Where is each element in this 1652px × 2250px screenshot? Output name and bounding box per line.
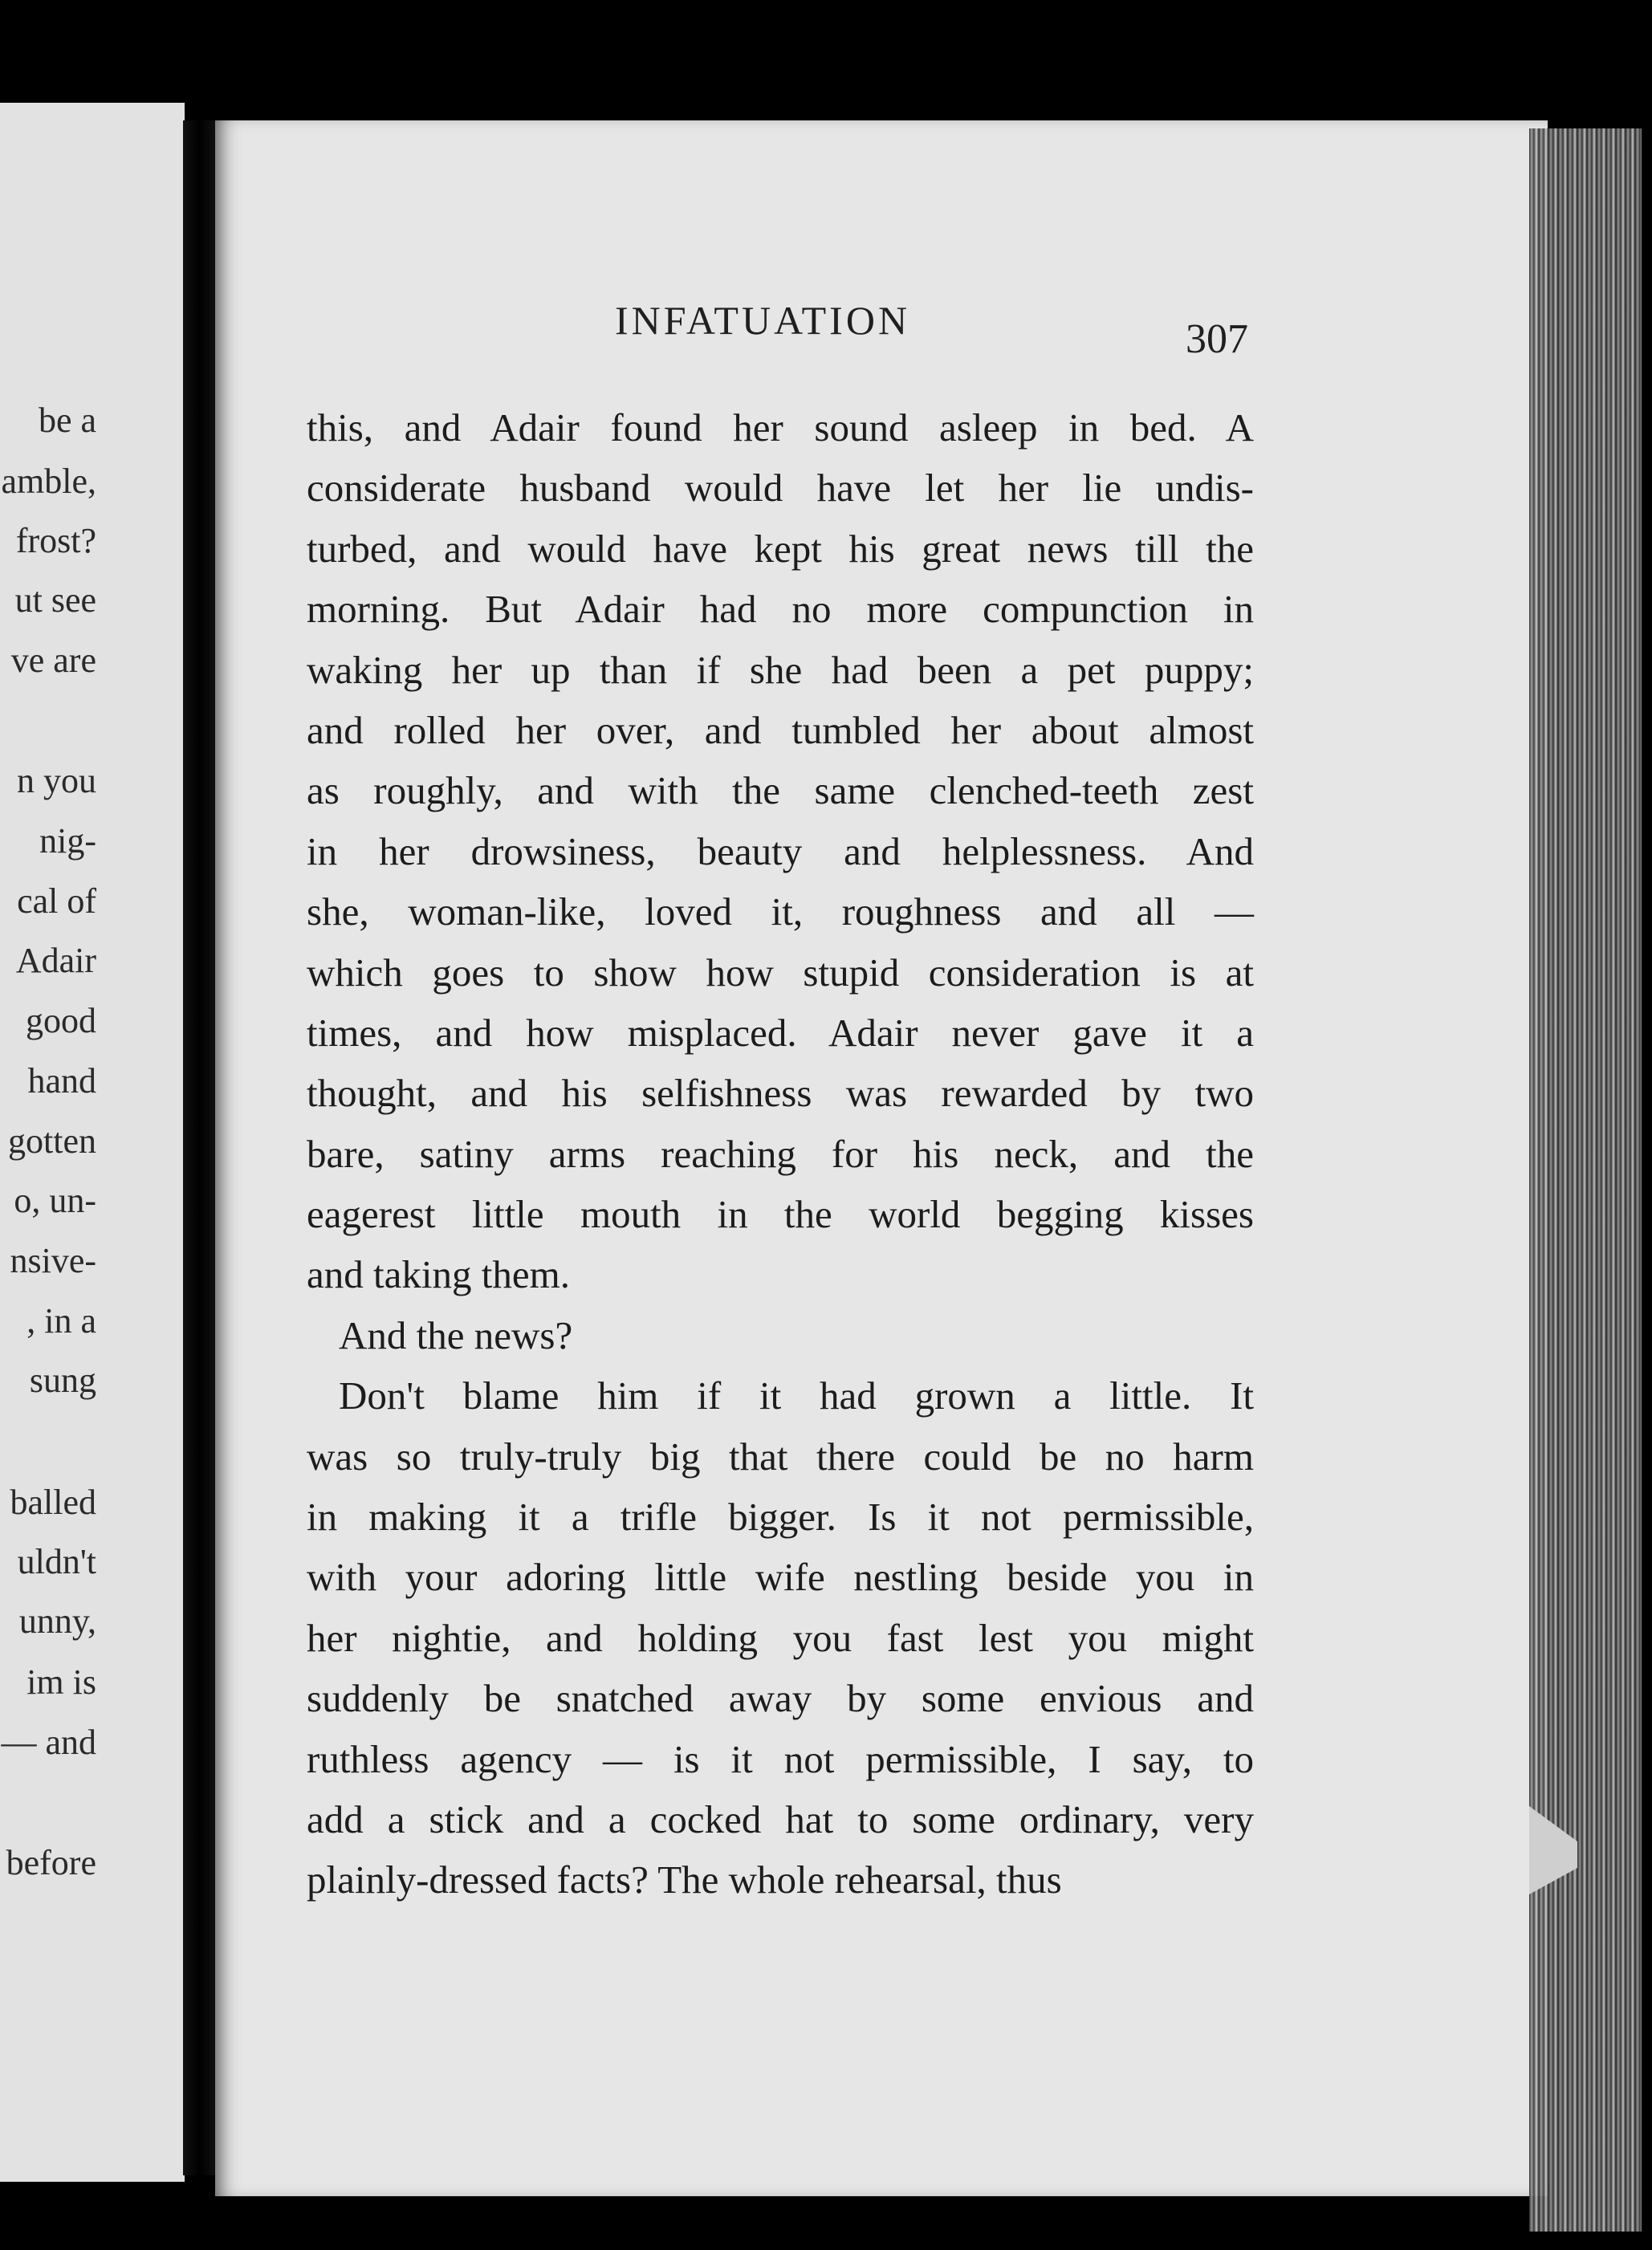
text-line: waking her up than if she had been a pet puppy; <box>307 647 1254 692</box>
text-line: this, and Adair found her sound asleep in bed. A <box>307 405 1254 450</box>
left-page-line: n you <box>17 761 96 800</box>
left-page-line: Adair <box>15 941 96 980</box>
text-line: eagerest little mouth in the world begging kisses <box>307 1192 1254 1237</box>
text-line: in making it a trifle bigger. Is it not permissible, <box>307 1495 1254 1540</box>
left-page-line: good <box>26 1001 96 1040</box>
text-line: morning. But Adair had no more compunction in <box>307 587 1254 632</box>
left-page-line: nig- <box>39 821 96 861</box>
text-line: her nightie, and holding you fast lest you might <box>307 1615 1254 1660</box>
text-line: Don't blame him if it had grown a little. It <box>339 1373 1254 1418</box>
left-page-line: ve are <box>10 641 96 680</box>
text-line: and taking them. <box>307 1252 570 1297</box>
left-page-line: im is <box>26 1662 96 1702</box>
left-page-line: nsive- <box>10 1241 96 1280</box>
text-line: was so truly-truly big that there could be no harm <box>307 1434 1254 1479</box>
left-page-line: balled <box>10 1483 96 1522</box>
left-page-line: amble, <box>1 462 96 501</box>
left-page-line: sung <box>29 1361 96 1400</box>
page-number: 307 <box>1186 316 1248 362</box>
text-line: turbed, and would have kept his great news till the <box>307 526 1254 571</box>
text-line: as roughly, and with the same clenched-teeth zest <box>307 768 1254 813</box>
text-line: with your adoring little wife nestling beside you in <box>307 1555 1254 1600</box>
left-page-line: o, un- <box>14 1181 96 1220</box>
page-edges <box>1529 128 1642 2232</box>
left-page-line: before <box>6 1843 96 1882</box>
left-page-line: cal of <box>17 881 96 921</box>
left-page-line: be a <box>38 401 96 440</box>
text-line: and rolled her over, and tumbled her about almost <box>307 707 1254 752</box>
left-page-line: frost? <box>15 521 96 560</box>
text-line: bare, satiny arms reaching for his neck, and the <box>307 1131 1254 1176</box>
left-page-line: — and <box>1 1723 96 1762</box>
left-page-line: uldn't <box>17 1542 96 1581</box>
text-line: plainly-dressed facts? The whole rehearsal, thus <box>307 1857 1062 1902</box>
left-page-line: hand <box>27 1061 96 1101</box>
left-page-line: , in a <box>26 1301 96 1341</box>
text-line: add a stick and a cocked hat to some ordinary, very <box>307 1796 1254 1841</box>
body-text <box>307 397 1254 1910</box>
text-line: she, woman-like, loved it, roughness and all — <box>307 889 1254 934</box>
left-page <box>0 103 185 2182</box>
text-line: which goes to show how stupid consideration is at <box>307 950 1254 995</box>
text-line: ruthless agency — is it not permissible, I say, to <box>307 1736 1254 1781</box>
running-head: INFATUATION <box>615 298 911 343</box>
left-page-line: gotten <box>8 1121 96 1161</box>
text-line: thought, and his selfishness was rewarded by two <box>307 1071 1254 1116</box>
text-line: in her drowsiness, beauty and helplessness. And <box>307 828 1254 873</box>
text-line: times, and how misplaced. Adair never gave it a <box>307 1010 1254 1055</box>
text-line: considerate husband would have let her lie undis- <box>307 466 1254 511</box>
left-page-line: unny, <box>18 1601 96 1641</box>
text-line: suddenly be snatched away by some envious and <box>307 1676 1254 1721</box>
text-line: And the news? <box>339 1312 573 1357</box>
left-page-line: ut see <box>14 580 96 620</box>
